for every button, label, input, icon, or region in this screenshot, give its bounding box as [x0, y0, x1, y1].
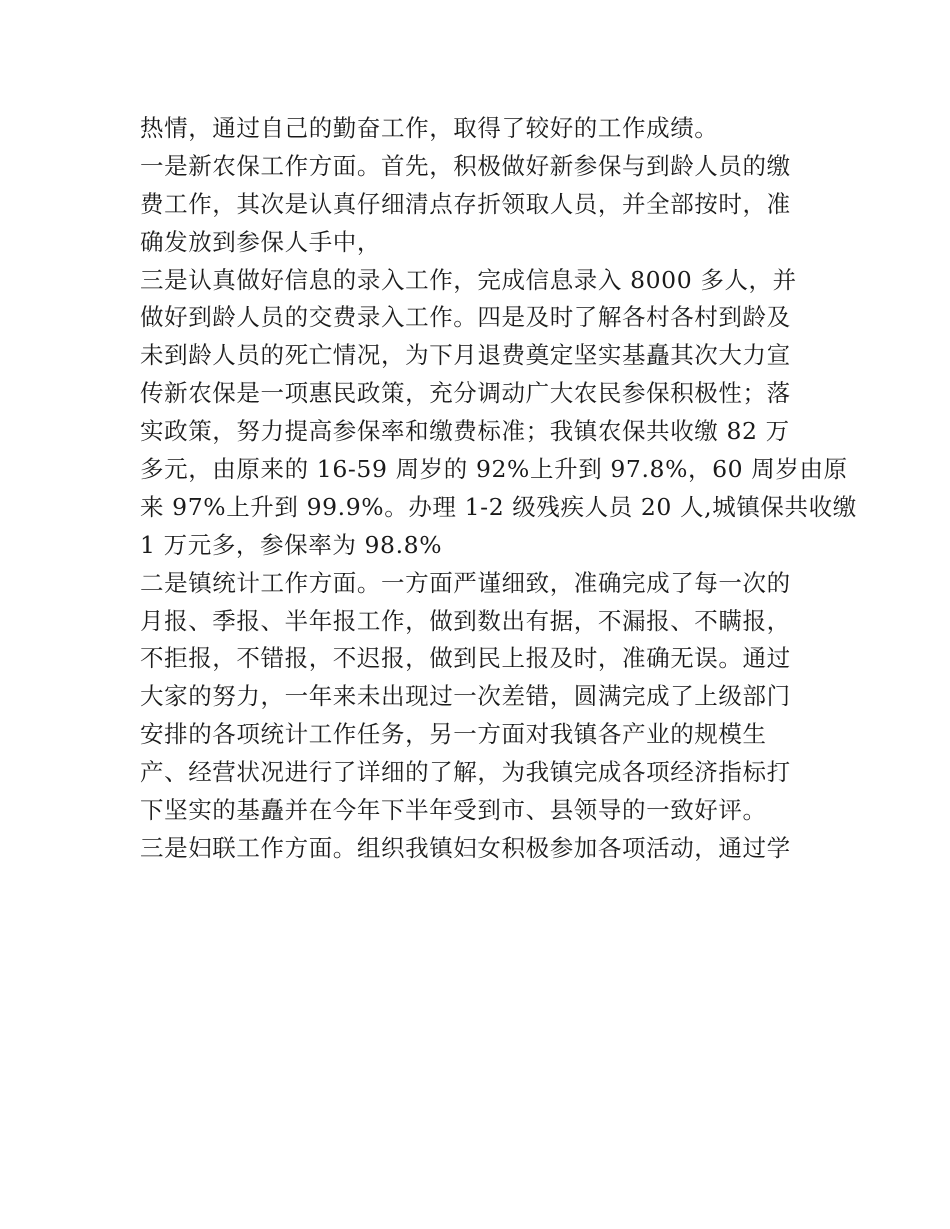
text-line: 产、经营状况进行了详细的了解，为我镇完成各项经济指标打 [140, 758, 791, 787]
document-body [140, 110, 857, 868]
text-line: 月报、季报、半年报工作，做到数出有据，不漏报、不瞒报， [140, 606, 791, 635]
text-line: 一是新农保工作方面。首先，积极做好新参保与到龄人员的缴 [140, 151, 791, 180]
text-line: 费工作，其次是认真仔细清点存折领取人员，并全部按时，准 [140, 189, 791, 218]
text-line: 大家的努力，一年来未出现过一次差错，圆满完成了上级部门 [140, 682, 791, 711]
text-line: 多元，由原来的 16-59 周岁的 92%上升到 97.8%，60 周岁由原 [140, 455, 848, 484]
text-line: 热情，通过自己的勤奋工作，取得了较好的工作成绩。 [140, 114, 719, 142]
text-line: 传新农保是一项惠民政策，充分调动广大农民参保积极性；落 [140, 379, 791, 408]
text-line: 1 万元多，参保率为 98.8% [140, 530, 443, 559]
text-line: 三是认真做好信息的录入工作，完成信息录入 8000 多人，并 [140, 265, 797, 294]
text-line: 下坚实的基矗并在今年下半年受到市、县领导的一致好评。 [140, 796, 767, 825]
text-line: 来 97%上升到 99.9%。办理 1-2 级残疾人员 20 人,城镇保共收缴 [140, 492, 857, 521]
text-line: 未到龄人员的死亡情况，为下月退费奠定坚实基矗其次大力宣 [140, 341, 791, 370]
text-line: 三是妇联工作方面。组织我镇妇女积极参加各项活动，通过学 [140, 833, 791, 862]
text-line: 二是镇统计工作方面。一方面严谨细致，准确完成了每一次的 [140, 568, 791, 597]
text-line: 实政策，努力提高参保率和缴费标准；我镇农保共收缴 82 万 [140, 417, 790, 446]
text-line: 做好到龄人员的交费录入工作。四是及时了解各村各村到龄及 [140, 303, 791, 332]
text-line: 不拒报，不错报，不迟报，做到民上报及时，准确无误。通过 [140, 644, 791, 673]
text-line: 确发放到参保人手中， [140, 227, 381, 256]
text-line: 安排的各项统计工作任务，另一方面对我镇各产业的规模生 [140, 720, 767, 749]
